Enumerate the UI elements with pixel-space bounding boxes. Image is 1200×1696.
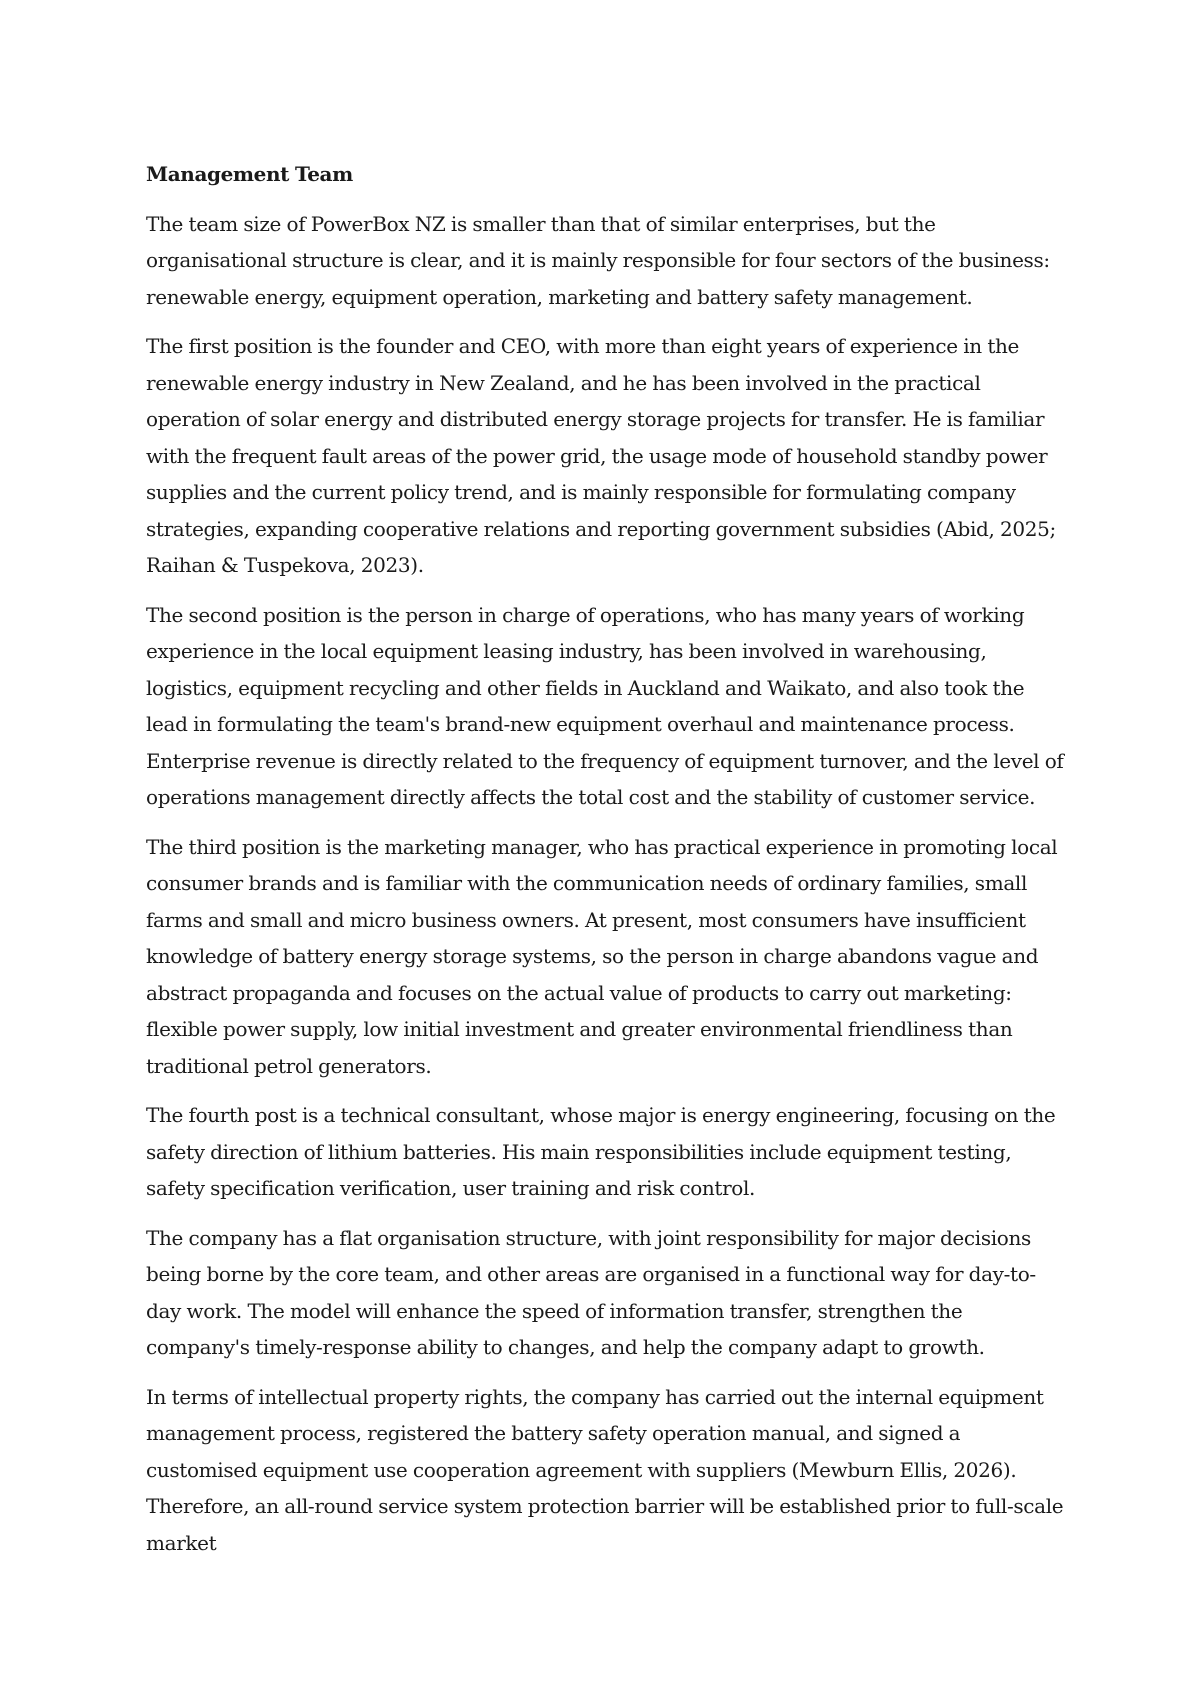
paragraph-marketing: The third position is the marketing manager, who has practical experience in promoting local consumer brands and is familiar with the communication needs of ordinary families, small farms and small and micro business owners. At present, most consumers have insufficient knowledge of battery energy storage systems, so the person in charge abandons vague and abstract propaganda and focuses on the actual value of products to carry out marketing: flexible power supply, low initial investment and greater environmental friendliness than traditional petrol generators. [146, 834, 1058, 1078]
paragraph-organisation-structure: The company has a flat organisation structure, with joint responsibility for major decisions being borne by the core team, and other areas are organised in a functional way for day-to-day work. The model will enhance the speed of information transfer, strengthen the company's timely-response ability to changes, and help the company adapt to growth. [146, 1225, 1036, 1359]
paragraph-ceo: The first position is the founder and CEO, with more than eight years of experience in the renewable energy industry in New Zealand, and he has been involved in the practical operation of solar energy and distributed energy storage projects for transfer. He is familiar with the frequent fault areas of the power grid, the usage mode of household standby power supplies and the current policy trend, and is mainly responsible for formulating company strategies, expanding cooperative relations and reporting government subsidies (Abid, 2025; Raihan & Tuspekova, 2023). [146, 334, 1056, 577]
section-heading: Management Team [146, 162, 353, 186]
paragraph-operations: The second position is the person in charge of operations, who has many years of working experience in the local equipment leasing industry, has been involved in warehousing, logistics, equipment recycling and other fields in Auckland and Waikato, and also took the lead in formulating the team's brand-new equipment overhaul and maintenance process. Enterprise revenue is directly related to the frequency of equipment turnover, and the level of operations management directly affects the total cost and the stability of customer service. [146, 602, 1064, 809]
paragraph-intro: The team size of PowerBox NZ is smaller than that of similar enterprises, but the organisational structure is clear, and it is mainly responsible for four sectors of the business: renewable energy, equipment operation, marketing and battery safety management. [146, 211, 1050, 309]
paragraph-technical-consultant: The fourth post is a technical consultant, whose major is energy engineering, focusing on the safety direction of lithium batteries. His main responsibilities include equipment testing, safety specification verification, user training and risk control. [146, 1103, 1056, 1200]
document-body [146, 156, 1066, 1574]
paragraph-intellectual-property: In terms of intellectual property rights, the company has carried out the internal equipment management process, registered the battery safety operation manual, and signed a customised equipment use cooperation agreement with suppliers (Mewburn Ellis, 2026). Therefore, an all-round service system protection barrier will be established prior to full-scale market [146, 1384, 1064, 1555]
